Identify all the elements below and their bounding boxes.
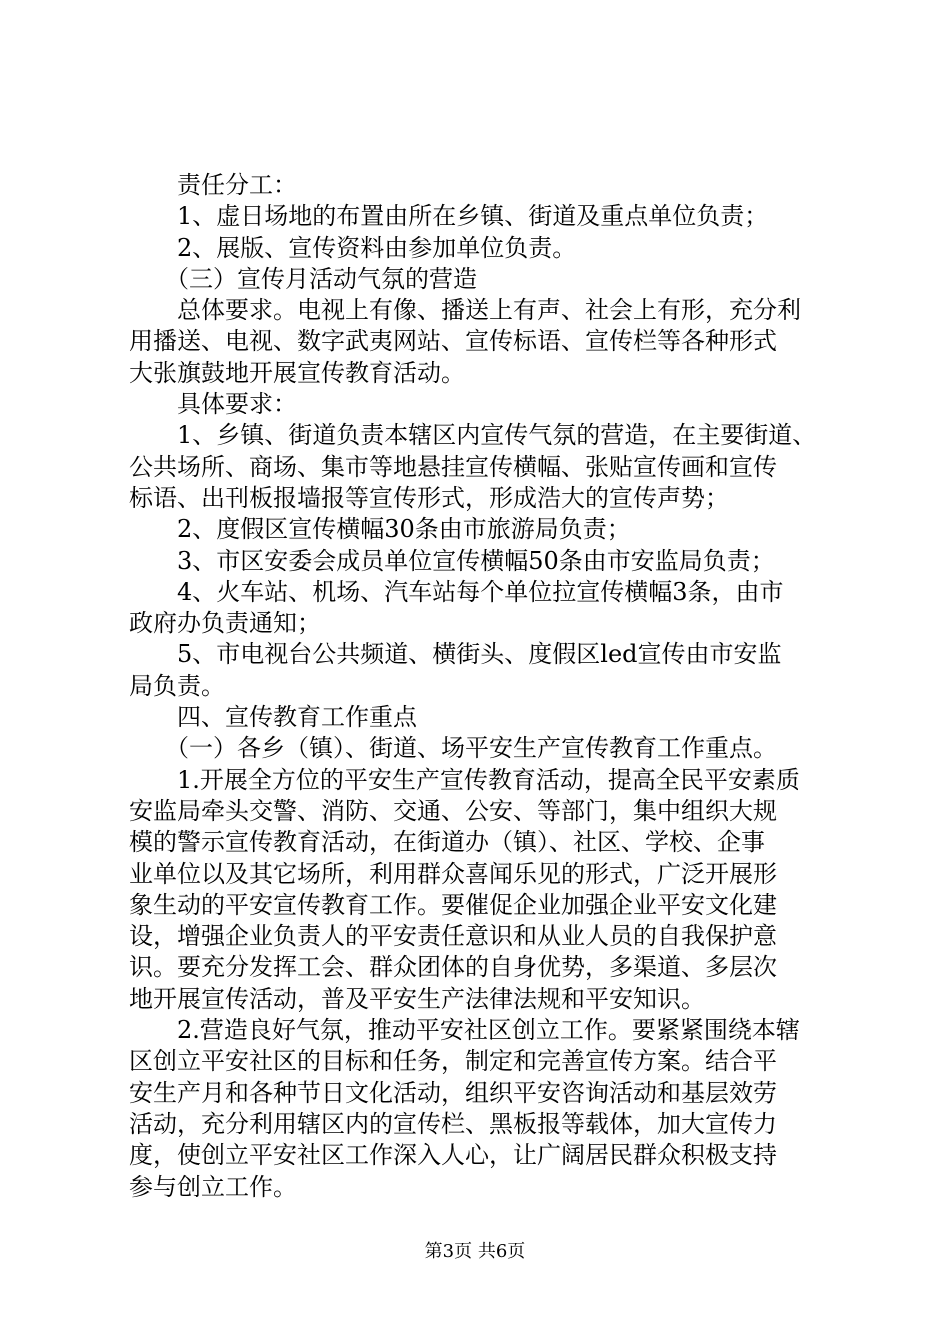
- text-line: 1.开展全方位的平安生产宣传教育活动，提高全民平安素质: [129, 765, 800, 794]
- text-line: 1、乡镇、街道负责本辖区内宣传气氛的营造，在主要街道、: [129, 421, 817, 450]
- text-line: 4、火车站、机场、汽车站每个单位拉宣传横幅3条，由市: [129, 577, 784, 606]
- text-line: 2、度假区宣传横幅30条由市旅游局负责；: [129, 515, 631, 544]
- text-line: 5、市电视台公共频道、横街头、度假区led宣传由市安监: [129, 640, 782, 669]
- text-line: 局负责。: [129, 671, 225, 700]
- text-line: 四、宣传教育工作重点: [129, 703, 417, 732]
- text-line: 2、展版、宣传资料由参加单位负责。: [129, 233, 577, 262]
- page-footer: 第3页 共6页: [424, 1241, 526, 1262]
- text-line: 象生动的平安宣传教育工作。要催促企业加强企业平安文化建: [129, 890, 777, 919]
- text-line: 总体要求。电视上有像、播送上有声、社会上有形，充分利: [129, 296, 801, 325]
- text-line: 2.营造良好气氛，推动平安社区创立工作。要紧紧围绕本辖: [129, 1016, 800, 1045]
- text-line: 责任分工：: [129, 171, 297, 199]
- text-line: 识。要充分发挥工会、群众团体的自身优势，多渠道、多层次: [129, 953, 777, 982]
- text-line: 业单位以及其它场所，利用群众喜闻乐见的形式，广泛开展形: [129, 859, 777, 888]
- text-line: 设，增强企业负责人的平安责任意识和从业人员的自我保护意: [129, 922, 777, 951]
- text-line: 1、虚日场地的布置由所在乡镇、街道及重点单位负责；: [129, 202, 769, 231]
- text-line: 3、市区安委会成员单位宣传横幅50条由市安监局负责；: [129, 546, 775, 575]
- text-line: 活动，充分利用辖区内的宣传栏、黑板报等载体，加大宣传力: [129, 1109, 777, 1138]
- text-line: 具体要求：: [129, 390, 297, 419]
- text-line: 安监局牵头交警、消防、交通、公安、等部门，集中组织大规: [129, 796, 777, 825]
- text-line: 标语、出刊板报墙报等宣传形式，形成浩大的宣传声势；: [129, 483, 729, 512]
- text-line: 安生产月和各种节日文化活动，组织平安咨询活动和基层效劳: [129, 1078, 777, 1107]
- text-line: 大张旗鼓地开展宣传教育活动。: [129, 358, 465, 387]
- text-line: 公共场所、商场、集市等地悬挂宣传横幅、张贴宣传画和宣传: [129, 452, 777, 481]
- text-line: （三）宣传月活动气氛的营造: [129, 264, 477, 293]
- text-line: 度，使创立平安社区工作深入人心，让广阔居民群众积极支持: [129, 1141, 777, 1170]
- text-line: 政府办负责通知；: [129, 609, 321, 638]
- document-body: [129, 170, 827, 1203]
- text-line: 区创立平安社区的目标和任务，制定和完善宣传方案。结合平: [129, 1047, 777, 1076]
- text-line: 地开展宣传活动，普及平安生产法律法规和平安知识。: [129, 984, 705, 1013]
- text-line: 模的警示宣传教育活动，在街道办（镇）、社区、学校、企事: [129, 828, 765, 857]
- text-line: 用播送、电视、数字武夷网站、宣传标语、宣传栏等各种形式: [129, 327, 777, 356]
- text-line: 参与创立工作。: [129, 1172, 297, 1201]
- text-line: （一）各乡（镇）、街道、场平安生产宣传教育工作重点。: [129, 734, 777, 763]
